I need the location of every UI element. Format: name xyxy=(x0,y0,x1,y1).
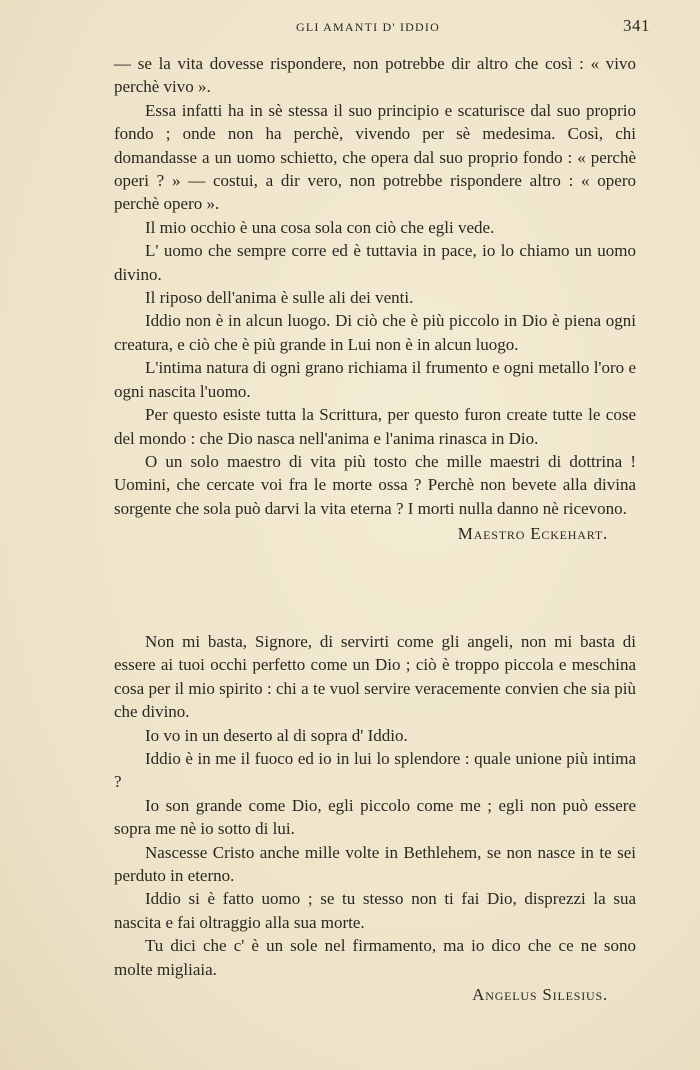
paragraph: Per questo esiste tutta la Scrittura, per questo furon create tutte le cose del mondo : che Dio nasca nell'anima e l'anima rinasca in Dio. xyxy=(114,405,636,448)
paragraph: Non mi basta, Signore, di servirti come gli angeli, non mi basta di essere ai tuoi occhi perfetto come un Dio ; ciò è troppo piccola e meschina cosa per il mio spirito : chi a te vuol servire veracemente convien che sia più che divino. xyxy=(114,632,636,722)
paragraph: Il riposo dell'anima è sulle ali dei venti. xyxy=(145,288,414,308)
paragraph: Iddio è in me il fuoco ed io in lui lo splendore : quale unione più intima ? xyxy=(114,749,636,792)
paragraph: O un solo maestro di vita più tosto che mille maestri di dottrina ! Uomini, che cercate voi fra le morte ossa ? Perchè non bevete alla divina sorgente che sola può darvi la vita eterna ? I morti nulla danno nè ricevono. xyxy=(114,451,636,518)
paragraph: Essa infatti ha in sè stessa il suo principio e scaturisce dal suo proprio fondo ; onde non ha perchè, vivendo per sè medesima. Così, chi domandasse a un uomo schietto, che opera dal suo proprio fondo : « perchè operi ? » — costui, a dir vero, non potrebbe rispondere altro : « opero perchè opero ». xyxy=(114,100,636,214)
silesius-section xyxy=(114,630,636,1007)
paragraph: Iddio si è fatto uomo ; se tu stesso non ti fai Dio, disprezzi la sua nascita e fai oltraggio alla sua morte. xyxy=(114,889,636,932)
paragraph: Iddio non è in alcun luogo. Di ciò che è più piccolo in Dio è piena ogni creatura, e ciò che è più grande in Lui non è in alcun luogo. xyxy=(114,311,636,354)
paragraph: Io son grande come Dio, egli piccolo come me ; egli non può essere sopra me nè io sotto di lui. xyxy=(114,795,636,839)
page-number: 341 xyxy=(623,16,650,35)
running-title: GLI AMANTI D' IDDIO xyxy=(296,20,440,34)
paragraph: L' uomo che sempre corre ed è tuttavia in pace, io lo chiamo un uomo divino. xyxy=(114,241,636,284)
paragraph: L'intima natura di ogni grano richiama il frumento e ogni metallo l'oro e ogni nascita l'uomo. xyxy=(114,358,636,401)
paragraph: Il mio occhio è una cosa sola con ciò che egli vede. xyxy=(145,217,495,237)
author-attribution: Angelus Silesius. xyxy=(472,985,608,1005)
author-attribution: Maestro Eckehart. xyxy=(457,524,608,544)
paragraph: Nascesse Cristo anche mille volte in Bethlehem, se non nasce in te sei perduto in eterno. xyxy=(114,842,636,886)
paragraph: — se la vita dovesse rispondere, non potrebbe dir altro che così : « vivo perchè vivo ». xyxy=(114,54,636,97)
eckehart-section xyxy=(114,52,636,546)
paragraph: Io vo in un deserto al di sopra d' Iddio. xyxy=(145,725,408,745)
paragraph: Tu dici che c' è un sole nel firmamento, ma io dico che ce ne sono molte migliaia. xyxy=(114,936,636,979)
